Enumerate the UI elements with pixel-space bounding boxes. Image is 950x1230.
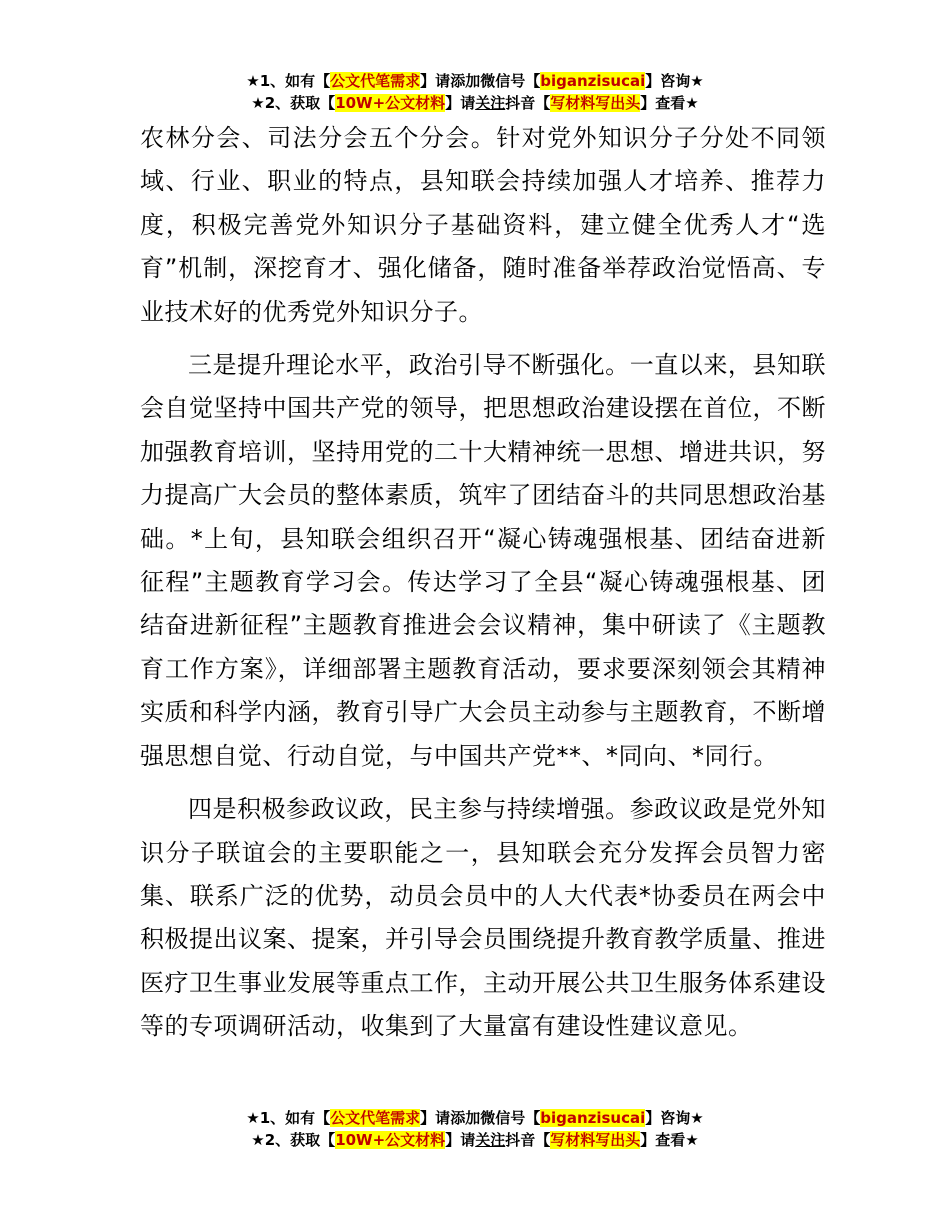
footer-banner [0, 1107, 950, 1151]
banner-line-2-highlight-materials: 10W+公文材料 [335, 94, 446, 112]
footer-line-1-mid2: 微信号【 [480, 1109, 541, 1127]
footer-line-2-prefix: ★2、获取【 [251, 1131, 336, 1149]
banner-line-1-prefix: ★1、如有【 [246, 72, 331, 90]
banner-line-1-highlight-service: 公文代笔需求 [330, 72, 421, 90]
footer-line-2-highlight-douyin: 写材料写出头 [550, 1131, 641, 1149]
paragraph-theory-level: 三是提升理论水平，政治引导不断强化。一直以来，县知联会自觉坚持中国共产党的领导，把思想政治建设摆在首位，不断加强教育培训，坚持用党的二十大精神统一思想、增进共识，努力提高广大会员的整体素质，筑牢了团结奋斗的共同思想政治基础。*上旬，县知联会组织召开“凝心铸魂强根基、团结奋进新征程”主题教育学习会。传达学习了全县“凝心铸魂强根基、团结奋进新征程”主题教育推进会会议精神，集中研读了《主题教育工作方案》，详细部署主题教育活动，要求要深刻领会其精神实质和科学内涵，教育引导广大会员主动参与主题教育，不断增强思想自觉、行动自觉，与中国共产党**、*同向、*同行。 [140, 351, 826, 770]
footer-line-2-highlight-materials: 10W+公文材料 [335, 1131, 446, 1149]
header-banner [0, 70, 950, 114]
document-body [140, 117, 826, 1049]
footer-line-2-suffix: 】查看★ [640, 1131, 699, 1149]
banner-line-2-mid2: 抖音【 [505, 94, 551, 112]
banner-line-1-emph: 添加 [450, 72, 481, 90]
footer-line-1-suffix: 】咨询★ [645, 1109, 704, 1127]
banner-line-1-mid2: 微信号【 [480, 72, 541, 90]
banner-line-2-prefix: ★2、获取【 [251, 94, 336, 112]
banner-line-1-mid: 】请 [420, 72, 451, 90]
footer-line-2-mid: 】请 [445, 1131, 476, 1149]
footer-line-1-highlight-wechat: biganzisucai [540, 1109, 646, 1127]
banner-line-2 [0, 92, 950, 114]
banner-line-1 [0, 70, 950, 92]
banner-line-2-emph: 关注 [475, 94, 506, 112]
banner-line-2-mid: 】请 [445, 94, 476, 112]
banner-line-1-highlight-wechat: biganzisucai [540, 72, 646, 90]
footer-line-2-emph: 关注 [475, 1131, 506, 1149]
banner-line-1-suffix: 】咨询★ [645, 72, 704, 90]
footer-line-1 [0, 1107, 950, 1129]
banner-line-2-highlight-douyin: 写材料写出头 [550, 94, 641, 112]
footer-line-1-mid: 】请 [420, 1109, 451, 1127]
paragraph-political-participation: 四是积极参政议政，民主参与持续增强。参政议政是党外知识分子联谊会的主要职能之一，县知联会充分发挥会员智力密集、联系广泛的优势，动员会员中的人大代表*协委员在两会中积极提出议案、提案，并引导会员围绕提升教育教学质量、推进医疗卫生事业发展等重点工作，主动开展公共卫生服务体系建设等的专项调研活动，收集到了大量富有建设性建议意见。 [140, 795, 826, 1041]
banner-line-2-suffix: 】查看★ [640, 94, 699, 112]
paragraph-continued: 农林分会、司法分会五个分会。针对党外知识分子分处不同领域、行业、职业的特点，县知联会持续加强人才培养、推荐力度，积极完善党外知识分子基础资料，建立健全优秀人才“选育”机制，深挖育才、强化储备，随时准备举荐政治觉悟高、专业技术好的优秀党外知识分子。 [140, 124, 826, 326]
footer-line-1-prefix: ★1、如有【 [246, 1109, 331, 1127]
footer-line-1-highlight-service: 公文代笔需求 [330, 1109, 421, 1127]
footer-line-2-mid2: 抖音【 [505, 1131, 551, 1149]
footer-line-1-emph: 添加 [450, 1109, 481, 1127]
footer-line-2 [0, 1129, 950, 1151]
